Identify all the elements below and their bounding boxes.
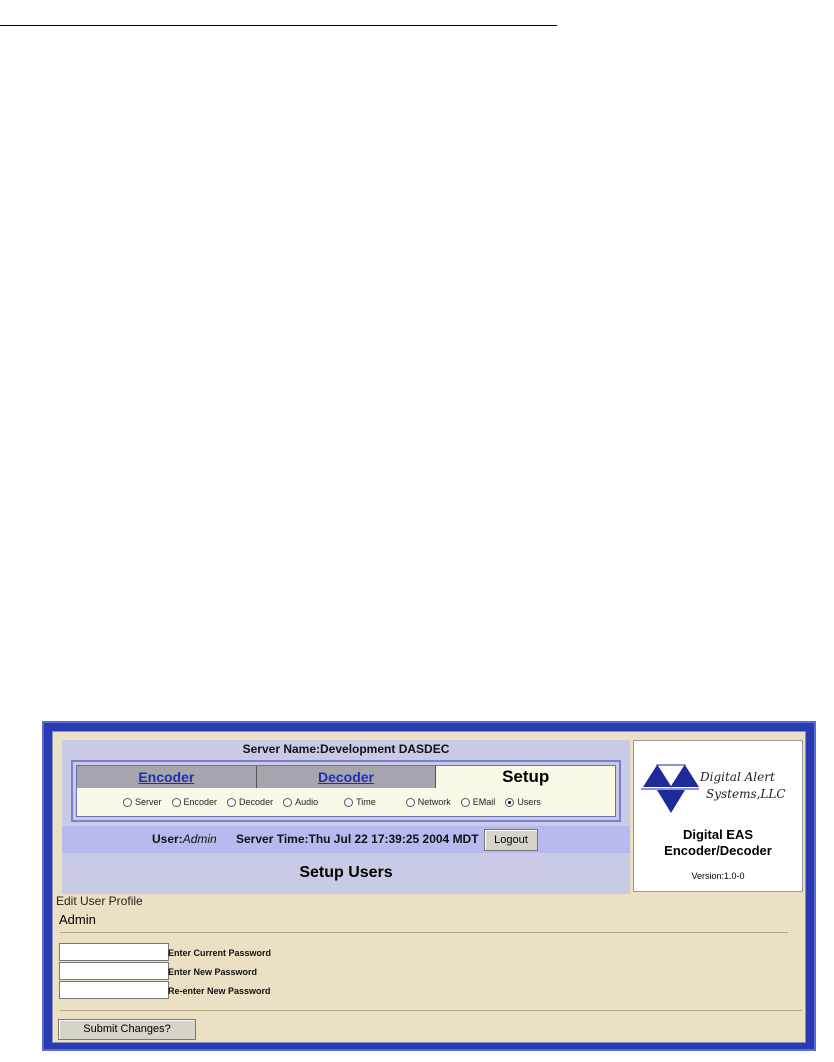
radio-encoder-label: Encoder	[183, 797, 218, 807]
tab-decoder[interactable]: Decoder	[257, 766, 437, 788]
user-indicator	[152, 832, 217, 846]
current-password-label: Enter Current Password	[168, 948, 272, 958]
radio-encoder-button[interactable]	[172, 798, 181, 807]
version-label: Version:1.0-0	[691, 871, 745, 881]
company-logo-icon	[641, 763, 701, 815]
new-password-label: Enter New Password	[168, 967, 258, 977]
radio-server-button[interactable]	[123, 798, 132, 807]
radio-encoder[interactable]	[172, 797, 218, 807]
radio-users[interactable]	[505, 797, 541, 807]
radio-email-label: EMail	[472, 797, 496, 807]
user-value: Admin	[182, 832, 217, 846]
divider	[60, 1010, 802, 1011]
page-title: Setup Users	[299, 864, 393, 881]
edit-profile-label: Edit User Profile	[56, 894, 143, 908]
product-name-line2: Encoder/Decoder	[664, 843, 772, 858]
user-label: User:	[152, 832, 183, 846]
radio-server-label: Server	[135, 797, 162, 807]
server-time: Server Time:Thu Jul 22 17:39:25 2004 MDT	[236, 832, 479, 846]
current-password-field[interactable]	[59, 943, 169, 961]
user-status-bar	[62, 826, 630, 853]
radio-users-label: Users	[517, 797, 541, 807]
radio-email[interactable]	[461, 797, 496, 807]
submit-changes-button[interactable]: Submit Changes?	[58, 1019, 196, 1040]
new-password-field[interactable]	[59, 962, 169, 980]
radio-email-button[interactable]	[461, 798, 470, 807]
radio-audio-label: Audio	[295, 797, 319, 807]
header-panel	[62, 740, 630, 894]
radio-decoder[interactable]	[227, 797, 273, 807]
radio-network-label: Network	[417, 797, 451, 807]
radio-decoder-label: Decoder	[239, 797, 274, 807]
logo-panel	[633, 740, 803, 892]
dasdec-page	[52, 731, 806, 1043]
radio-time-label: Time	[356, 797, 376, 807]
profile-username: Admin	[59, 912, 96, 927]
tab-encoder[interactable]: Encoder	[77, 766, 257, 788]
dasdec-window-frame	[42, 721, 816, 1051]
radio-users-button[interactable]	[505, 798, 514, 807]
radio-decoder-button[interactable]	[227, 798, 236, 807]
radio-time-button[interactable]	[344, 798, 353, 807]
product-name	[634, 827, 802, 859]
radio-time[interactable]	[344, 797, 376, 807]
setup-radio-group	[77, 788, 615, 816]
top-divider-line	[0, 25, 557, 26]
company-name-line1: Digital Alert	[700, 770, 775, 784]
radio-audio-button[interactable]	[283, 798, 292, 807]
tab-setup[interactable]: Setup	[436, 766, 615, 788]
server-name: Server Name:Development DASDEC	[242, 742, 450, 756]
radio-network[interactable]	[406, 797, 451, 807]
navigation-box	[71, 760, 621, 822]
radio-network-button[interactable]	[406, 798, 415, 807]
confirm-password-label: Re-enter New Password	[168, 986, 271, 996]
confirm-password-field[interactable]	[59, 981, 169, 999]
navigation-inner	[76, 765, 616, 817]
radio-server[interactable]	[123, 797, 162, 807]
company-name-line2: Systems,LLC	[706, 787, 786, 801]
logout-button[interactable]: Logout	[484, 829, 538, 851]
company-name	[700, 769, 786, 803]
radio-audio[interactable]	[283, 797, 318, 807]
divider	[60, 932, 788, 933]
product-name-line1: Digital EAS	[682, 827, 754, 842]
main-tabs	[77, 766, 615, 788]
